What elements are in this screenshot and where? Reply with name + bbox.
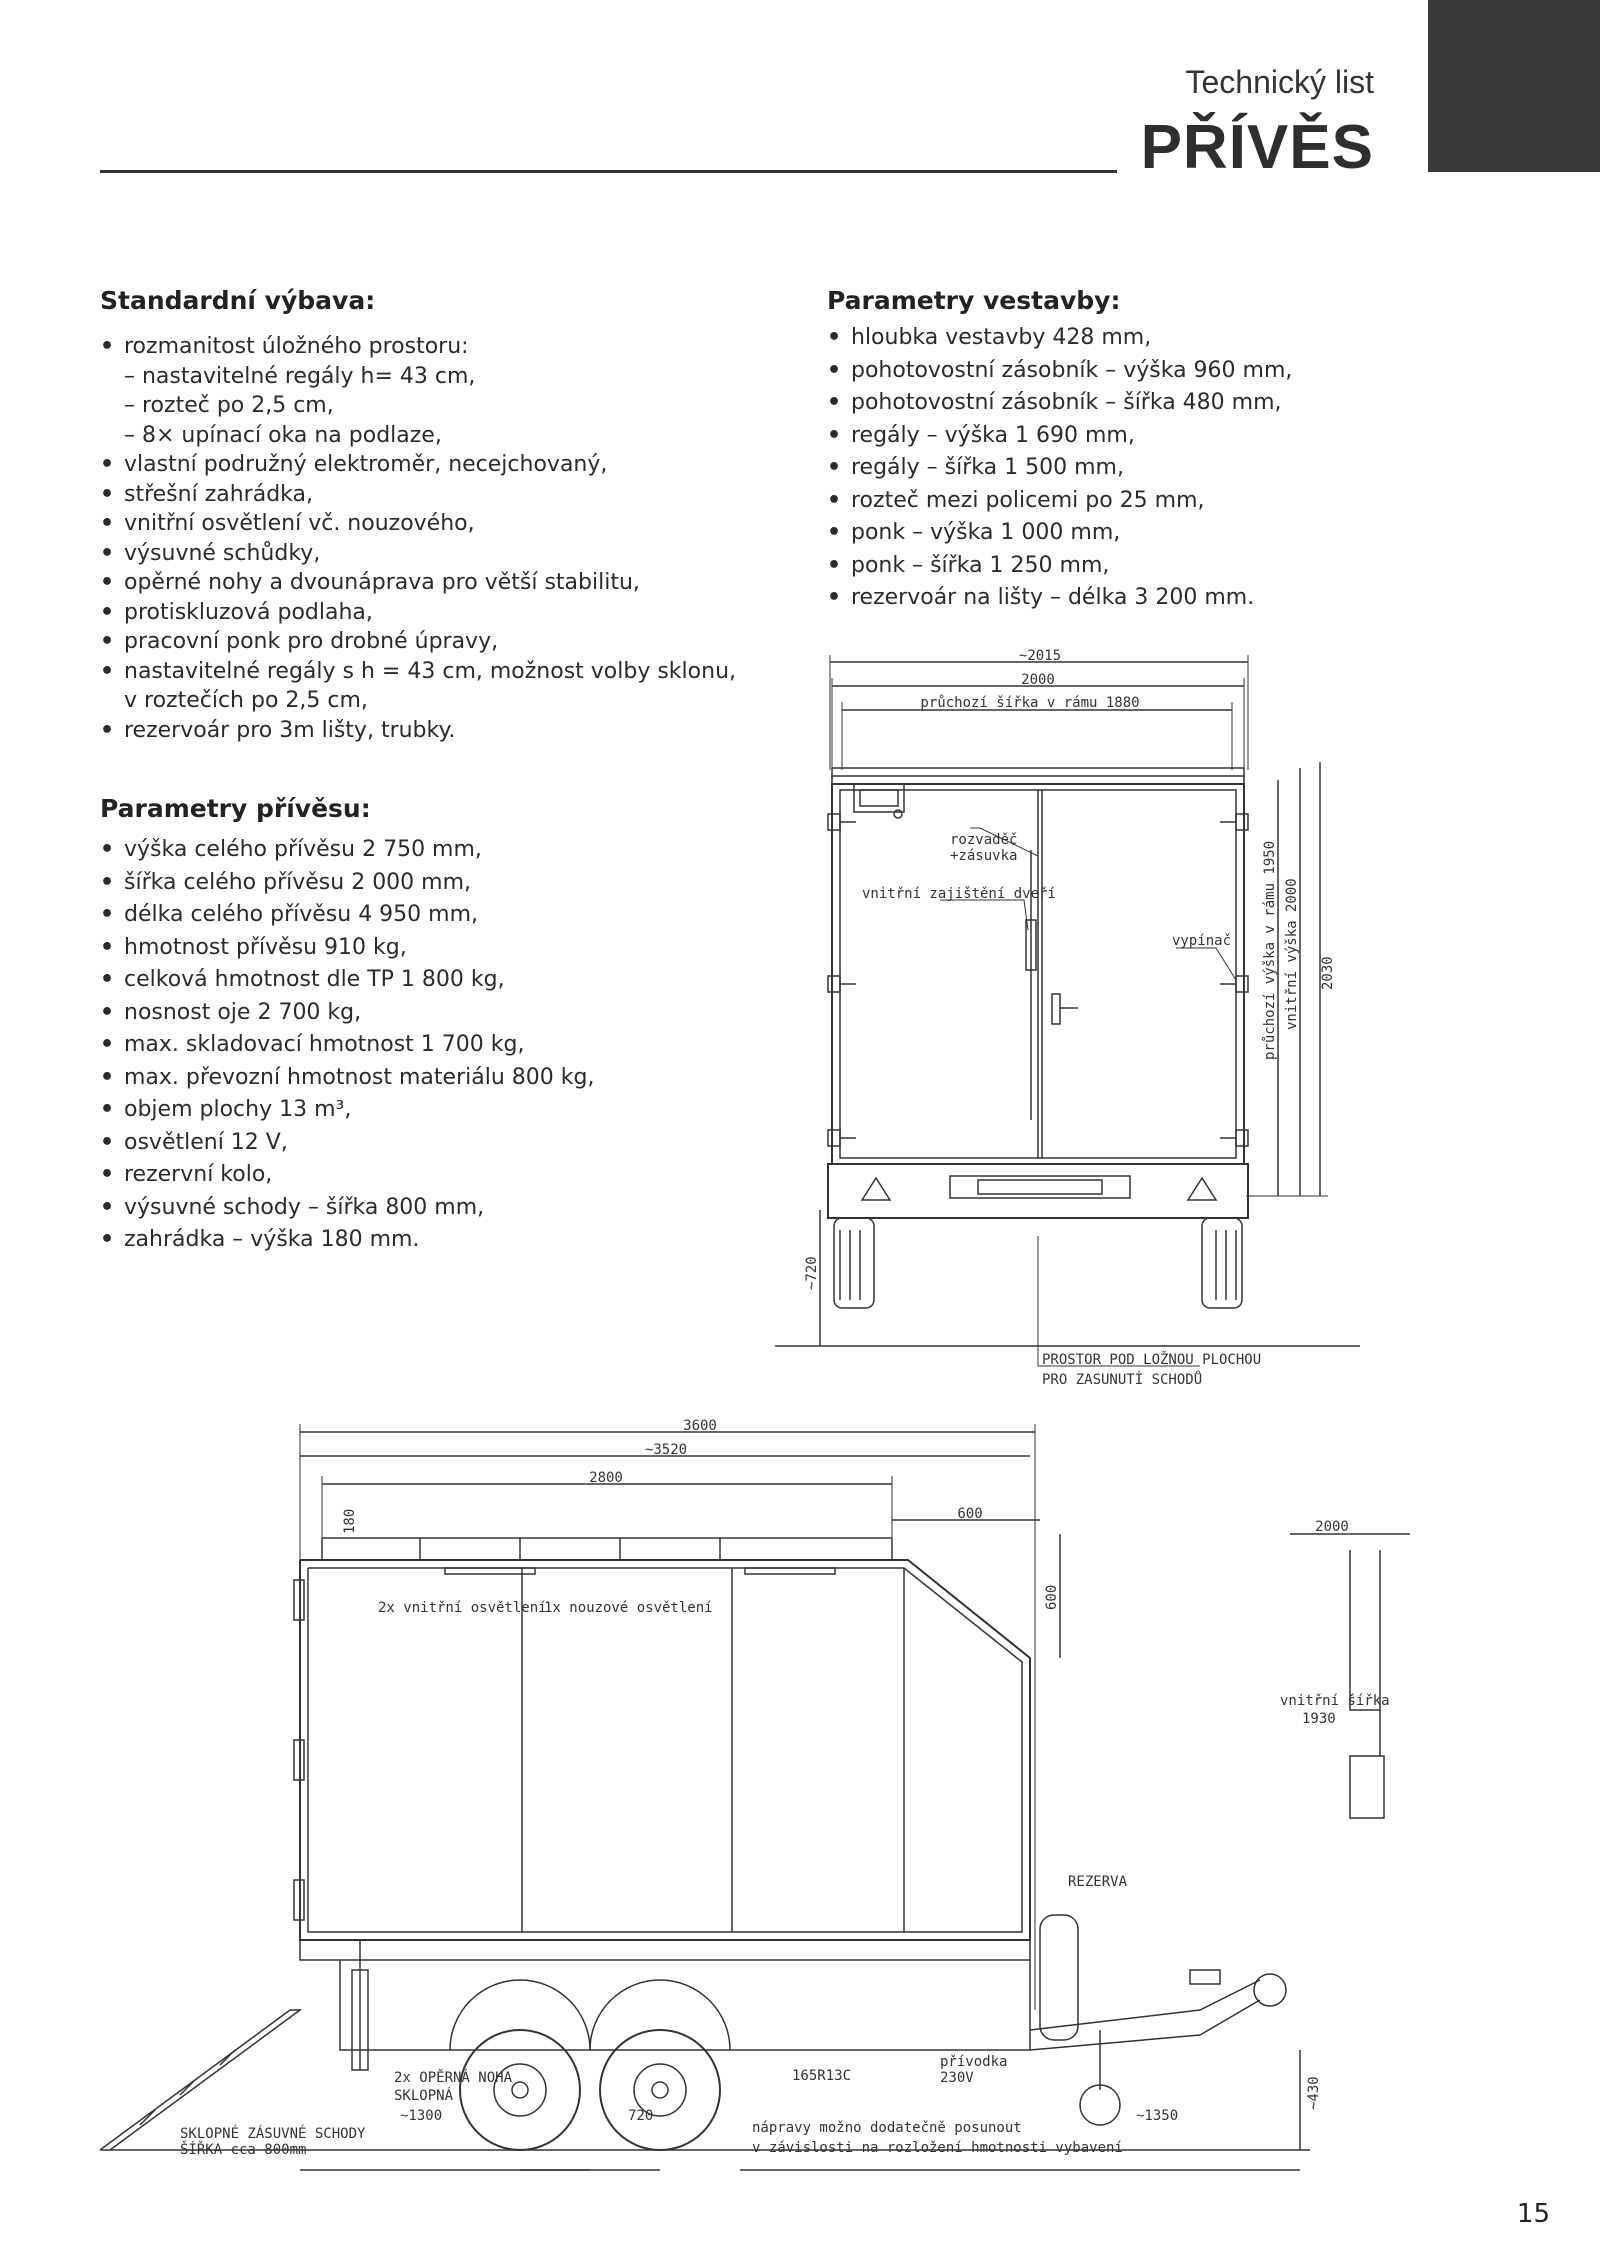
list-item: – rozteč po 2,5 cm, bbox=[124, 393, 334, 418]
label-tyre: 165R13C bbox=[792, 2068, 852, 2084]
list-item: • výsuvné schody – šířka 800 mm, bbox=[100, 1192, 740, 1225]
rear-view-drawing bbox=[780, 650, 1380, 1395]
dim-3600: 3600 bbox=[683, 1418, 717, 1434]
doc-title: PŘÍVĚS bbox=[1140, 113, 1374, 182]
list-item: • protiskluzová podlaha, bbox=[100, 598, 740, 628]
dim-2000: 2000 bbox=[1315, 1519, 1349, 1535]
page-number: 15 bbox=[1516, 2199, 1550, 2229]
dim-180: 180 bbox=[342, 1508, 358, 1534]
label-inner-width: vnitřní šířka bbox=[1280, 1693, 1390, 1709]
list-item: • max. převozní hmotnost materiálu 800 kg, bbox=[100, 1062, 740, 1095]
dim-inner-height: vnitřní výška 2000 bbox=[1284, 878, 1300, 1030]
label-socket: +zásuvka bbox=[950, 848, 1018, 864]
label-legs-2: SKLOPNÁ bbox=[394, 2088, 454, 2104]
standard-equipment-list bbox=[100, 332, 740, 745]
list-item: • nastavitelné regály s h = 43 cm, možnost volby sklonu, bbox=[100, 657, 740, 687]
list-item: • výška celého přívěsu 2 750 mm, bbox=[100, 834, 740, 867]
list-item: • zahrádka – výška 180 mm. bbox=[100, 1224, 740, 1257]
dim-1930: 1930 bbox=[1302, 1711, 1336, 1727]
list-item: • pracovní ponk pro drobné úpravy, bbox=[100, 627, 740, 657]
dim-height: 2030 bbox=[1320, 956, 1336, 990]
side-view-drawing bbox=[100, 1410, 1430, 2158]
list-item: • rozmanitost úložného prostoru: bbox=[100, 332, 740, 362]
dim-600-v: 600 bbox=[1044, 1584, 1060, 1610]
dim-frame: průchozí šířka v rámu 1880 bbox=[920, 695, 1140, 711]
label-space-1: PROSTOR POD LOŽNOU PLOCHOU bbox=[1042, 1352, 1262, 1368]
label-steps-2: ŠÍŘKA cca 800mm bbox=[180, 2142, 307, 2158]
dim-3520: ~3520 bbox=[644, 1442, 688, 1458]
list-item: • objem plochy 13 m³, bbox=[100, 1094, 740, 1127]
build-parameters-heading: Parametry vestavby: bbox=[827, 286, 1121, 315]
list-item: • vlastní podružný elektroměr, necejchovaný, bbox=[100, 450, 740, 480]
list-item: • hmotnost přívěsu 910 kg, bbox=[100, 932, 740, 965]
list-item: • ponk – výška 1 000 mm, bbox=[827, 517, 1427, 550]
list-item: • pohotovostní zásobník – výška 960 mm, bbox=[827, 355, 1427, 388]
list-item: v roztečích po 2,5 cm, bbox=[124, 688, 368, 713]
dim-ground: ~720 bbox=[804, 1256, 820, 1290]
label-space-2: PRO ZASUNUTÍ SCHODŮ bbox=[1042, 1372, 1203, 1388]
dim-total: ~2015 bbox=[1018, 648, 1062, 664]
list-item: • nosnost oje 2 700 kg, bbox=[100, 997, 740, 1030]
dim-430: ~430 bbox=[1306, 2076, 1322, 2110]
label-door-lock: vnitřní zajištění dveří bbox=[862, 886, 1056, 902]
label-legs-1: 2x OPĚRNÁ NOHA bbox=[394, 2070, 513, 2086]
list-item: • regály – výška 1 690 mm, bbox=[827, 420, 1427, 453]
dim-passage-height: průchozí výška v rámu 1950 bbox=[1262, 840, 1278, 1060]
doc-type: Technický list bbox=[1185, 64, 1374, 100]
build-parameters-list bbox=[827, 322, 1427, 615]
dim-720: 720 bbox=[628, 2108, 654, 2124]
list-item: • rozteč mezi policemi po 25 mm, bbox=[827, 485, 1427, 518]
label-supply-1: přívodka bbox=[940, 2054, 1008, 2070]
label-switchboard: rozvaděč bbox=[950, 832, 1018, 848]
dim-1350: ~1350 bbox=[1136, 2108, 1179, 2124]
list-item: • ponk – šířka 1 250 mm, bbox=[827, 550, 1427, 583]
corner-block bbox=[1428, 0, 1600, 172]
list-item: • regály – šířka 1 500 mm, bbox=[827, 452, 1427, 485]
list-item: • rezervoár na lišty – délka 3 200 mm. bbox=[827, 582, 1427, 615]
dim-2800: 2800 bbox=[589, 1470, 623, 1486]
label-switch: vypínač bbox=[1172, 933, 1232, 949]
list-item: – 8× upínací oka na podlaze, bbox=[124, 422, 442, 448]
list-item: • pohotovostní zásobník – šířka 480 mm, bbox=[827, 387, 1427, 420]
dim-600-h: 600 bbox=[957, 1506, 983, 1522]
header-rule bbox=[100, 170, 1117, 173]
label-emergency-light: 1x nouzové osvětlení bbox=[544, 1600, 713, 1616]
list-item: • celková hmotnost dle TP 1 800 kg, bbox=[100, 964, 740, 997]
list-item: • výsuvné schůdky, bbox=[100, 539, 740, 569]
list-item: • hloubka vestavby 428 mm, bbox=[827, 322, 1427, 355]
label-inner-light: 2x vnitřní osvětlení bbox=[378, 1600, 547, 1616]
standard-equipment-heading: Standardní výbava: bbox=[100, 286, 376, 315]
trailer-parameters-list bbox=[100, 834, 740, 1257]
dim-width: 2000 bbox=[1021, 672, 1055, 688]
trailer-parameters-heading: Parametry přívěsu: bbox=[100, 794, 371, 823]
list-item: • šířka celého přívěsu 2 000 mm, bbox=[100, 867, 740, 900]
dim-1300: ~1300 bbox=[400, 2108, 443, 2124]
label-supply-2: 230V bbox=[940, 2070, 974, 2086]
list-item: • max. skladovací hmotnost 1 700 kg, bbox=[100, 1029, 740, 1062]
list-item: • rezervní kolo, bbox=[100, 1159, 740, 1192]
label-steps-1: SKLOPNÉ ZÁSUVNÉ SCHODY bbox=[180, 2126, 366, 2142]
list-item: • rezervoár pro 3m lišty, trubky. bbox=[100, 716, 740, 746]
label-axles-2: v závislosti na rozložení hmotnosti vybavení bbox=[752, 2140, 1123, 2156]
list-item: • délka celého přívěsu 4 950 mm, bbox=[100, 899, 740, 932]
list-item: • střešní zahrádka, bbox=[100, 480, 740, 510]
list-item: • osvětlení 12 V, bbox=[100, 1127, 740, 1160]
list-item: • vnitřní osvětlení vč. nouzového, bbox=[100, 509, 740, 539]
label-axles-1: nápravy možno dodatečně posunout bbox=[752, 2120, 1022, 2136]
list-item: • opěrné nohy a dvounáprava pro větší stabilitu, bbox=[100, 568, 740, 598]
list-item: – nastavitelné regály h= 43 cm, bbox=[124, 363, 476, 389]
label-spare: REZERVA bbox=[1068, 1874, 1128, 1890]
